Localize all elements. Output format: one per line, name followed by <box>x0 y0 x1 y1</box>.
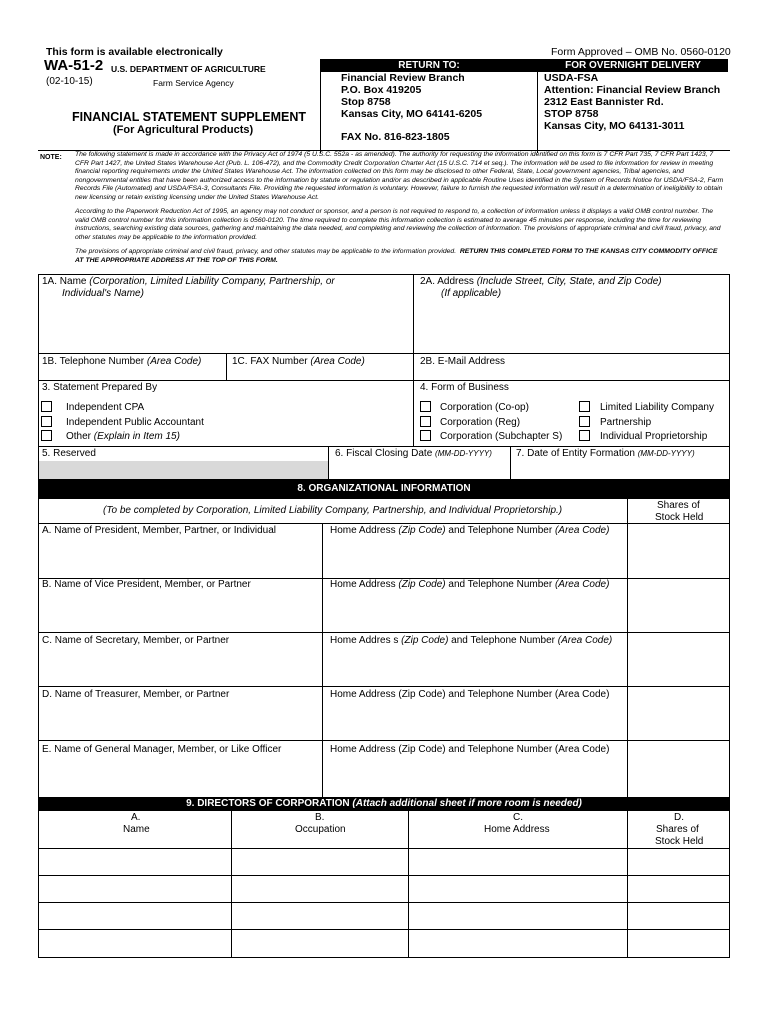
home-address-a-input[interactable] <box>324 540 626 576</box>
director-row-1[interactable] <box>40 850 728 874</box>
section-9-header: 9. DIRECTORS OF CORPORATION (Attach additional sheet if more room is needed) <box>38 797 730 811</box>
field-2b-label: 2B. E-Mail Address <box>420 356 506 367</box>
home-address-e-label: Home Address (Zip Code) and Telephone Number (Area Code) <box>330 744 610 755</box>
officer-a-input[interactable] <box>40 540 320 576</box>
corp-subs-checkbox[interactable] <box>420 430 431 441</box>
overnight-heading: FOR OVERNIGHT DELIVERY <box>538 59 728 72</box>
director-row-3[interactable] <box>40 904 728 928</box>
fraud-text: The provisions of appropriate criminal and civil fraud, privacy, and other statutes may be applicable to the information provided. <box>75 248 457 255</box>
address-input[interactable] <box>415 302 727 352</box>
home-address-d-input[interactable] <box>324 704 626 738</box>
form-id: WA-51-2 <box>44 57 104 74</box>
note-label: NOTE: <box>40 154 62 161</box>
return-to-heading: RETURN TO: <box>321 59 537 72</box>
corp-subs-label: Corporation (Subchapter S) <box>440 431 563 442</box>
proprietorship-checkbox[interactable] <box>579 430 590 441</box>
name-input[interactable] <box>40 302 412 352</box>
independent-accountant-label: Independent Public Accountant <box>66 417 204 428</box>
col-b-letter: B. <box>315 812 325 823</box>
return-instruction: RETURN THIS COMPLETED FORM TO THE KANSAS CITY COMMODITY OFFICE AT THE APPROPRIATE ADDRESS AT THE TOP OF THIS FORM. <box>75 248 718 264</box>
col-d-letter: D. <box>674 812 684 823</box>
col-d-heading-1: Shares of <box>656 824 699 835</box>
shares-c-input[interactable] <box>629 634 727 684</box>
field-7-label: 7. Date of Entity Formation (MM-DD-YYYY) <box>516 448 695 459</box>
corp-reg-checkbox[interactable] <box>420 416 431 427</box>
paperwork-paragraph: According to the Paperwork Reduction Act of 1995, an agency may not conduct or sponsor, and a person is not required to respond to, a collection of information unless it displays a valid OMB control number. The valid OMB control number for this information collection is 0560-0120. The time required to complete this information collection is estimated to average 45 minutes per response, including the time for reviewing instructions, searching existing data sources, gathering and maintaining the data needed, and completing and reviewing the collection of information. The provisions of appropriate criminal and civil fraud, privacy, and other statutes may be applicable to the information provided. <box>75 208 721 241</box>
field-1a-label: 1A. Name (Corporation, Limited Liability Company, Partnership, or <box>42 276 335 287</box>
field-1c-label: 1C. FAX Number (Area Code) <box>232 356 365 367</box>
home-address-c-input[interactable] <box>324 650 626 684</box>
officer-a-label: A. Name of President, Member, Partner, or Individual <box>42 525 276 536</box>
partnership-checkbox[interactable] <box>579 416 590 427</box>
proprietorship-label: Individual Proprietorship <box>600 431 708 442</box>
form-date: (02-10-15) <box>46 76 93 87</box>
return-line4: Kansas City, MO 64141-6205 <box>341 108 483 120</box>
officer-b-label: B. Name of Vice President, Member, or Partner <box>42 579 251 590</box>
overnight-line3: 2312 East Bannister Rd. <box>544 96 664 108</box>
overnight-line2: Attention: Financial Review Branch <box>544 84 721 96</box>
officer-e-input[interactable] <box>40 759 320 795</box>
officer-c-input[interactable] <box>40 650 320 684</box>
form-title: FINANCIAL STATEMENT SUPPLEMENT <box>72 110 307 124</box>
independent-cpa-label: Independent CPA <box>66 402 145 413</box>
overnight-line4: STOP 8758 <box>544 108 599 120</box>
shares-e-input[interactable] <box>629 742 727 795</box>
field-6-label: 6. Fiscal Closing Date (MM-DD-YYYY) <box>335 448 492 459</box>
home-address-d-label: Home Address (Zip Code) and Telephone Number (Area Code) <box>330 689 610 700</box>
home-address-c-label: Home Addres s (Zip Code) and Telephone Number (Area Code) <box>330 635 613 646</box>
fax-input[interactable] <box>228 368 412 379</box>
shares-d-input[interactable] <box>629 688 727 738</box>
officer-d-label: D. Name of Treasurer, Member, or Partner <box>42 689 230 700</box>
omb-number: Form Approved – OMB No. 0560-0120 <box>551 46 731 58</box>
return-line2: P.O. Box 419205 <box>341 84 422 96</box>
formation-date-input[interactable] <box>512 461 728 478</box>
section-8-instruction: (To be completed by Corporation, Limited Liability Company, Partnership, and Individual Proprietorship.) <box>103 505 563 516</box>
available-electronically: This form is available electronically <box>46 46 223 58</box>
field-1a-label-2: Individual's Name) <box>62 288 144 299</box>
field-4-label: 4. Form of Business <box>420 382 509 393</box>
other-checkbox[interactable] <box>41 430 52 441</box>
overnight-line1: USDA-FSA <box>544 72 599 84</box>
home-address-b-label: Home Address (Zip Code) and Telephone Number (Area Code) <box>330 579 610 590</box>
fiscal-date-input[interactable] <box>330 461 509 478</box>
home-address-e-input[interactable] <box>324 759 626 795</box>
col-a-letter: A. <box>131 812 141 823</box>
home-address-b-input[interactable] <box>324 594 626 630</box>
director-row-4[interactable] <box>40 931 728 955</box>
corp-reg-label: Corporation (Reg) <box>440 417 521 428</box>
independent-cpa-checkbox[interactable] <box>41 401 52 412</box>
field-5-label: 5. Reserved <box>42 448 96 459</box>
home-address-a-label: Home Address (Zip Code) and Telephone Number (Area Code) <box>330 525 610 536</box>
reserved-shaded <box>39 461 328 479</box>
form-subtitle: (For Agricultural Products) <box>113 124 254 136</box>
field-2a-label-2: (If applicable) <box>441 288 502 299</box>
col-a-heading: Name <box>123 824 150 835</box>
return-line1: Financial Review Branch <box>341 72 465 84</box>
partnership-label: Partnership <box>600 417 652 428</box>
shares-b-input[interactable] <box>629 580 727 630</box>
llc-checkbox[interactable] <box>579 401 590 412</box>
return-line3: Stop 8758 <box>341 96 391 108</box>
officer-d-input[interactable] <box>40 704 320 738</box>
return-paragraph <box>75 248 725 265</box>
col-c-letter: C. <box>513 812 523 823</box>
section-8-header: 8. ORGANIZATIONAL INFORMATION <box>38 479 730 499</box>
officer-b-input[interactable] <box>40 594 320 630</box>
col-c-heading: Home Address <box>484 824 550 835</box>
department: U.S. DEPARTMENT OF AGRICULTURE <box>111 64 266 74</box>
officer-c-label: C. Name of Secretary, Member, or Partner <box>42 635 230 646</box>
independent-accountant-checkbox[interactable] <box>41 416 52 427</box>
corp-coop-checkbox[interactable] <box>420 401 431 412</box>
llc-label: Limited Liability Company <box>600 402 714 413</box>
privacy-act-paragraph: The following statement is made in accordance with the Privacy Act of 1974 (5 U.S.C. 552a - as amended). The authority for requesting the information identified on this form is 7 CFR Part 735, 7 CFR Part 1423, 7 CFR Part 1427, the United States Warehouse Act (Pub. L. 106-472), and the Commodity Credit Corporation Charter Act (15 U.S.C. 714 et seq.). The information will be used to file information for review in meeting financial reporting requirements under the United States Warehouse Act. The information collected on this form may be disclosed to other Federal, State, Local government agencies, Tribal agencies, and nongovernmental entities that have been authorized access to the information by statute or regulation and/or as described in applicable Routine Uses identified in the System of Records Notice for USDA/FSA-2, Farm Records File (Automated) and USDA/FSA-3, Consultants File. Providing the requested information is voluntary. However, failure to furnish the requested information will result in a determination of ineligibility to obtain new licensing or retain existing licensing under the United States Warehouse Act. <box>75 151 724 201</box>
overnight-line5: Kansas City, MO 64131-3011 <box>544 120 685 132</box>
privacy-note <box>75 151 725 265</box>
telephone-input[interactable] <box>40 368 225 379</box>
field-3-label: 3. Statement Prepared By <box>42 382 158 393</box>
return-fax: FAX No. 816-823-1805 <box>341 131 450 143</box>
field-2a-label: 2A. Address (Include Street, City, State, and Zip Code) <box>420 276 662 287</box>
stock-held-heading: Stock Held <box>655 512 704 523</box>
field-1b-label: 1B. Telephone Number (Area Code) <box>42 356 202 367</box>
col-d-heading-2: Stock Held <box>655 836 704 847</box>
director-row-2[interactable] <box>40 877 728 901</box>
officer-e-label: E. Name of General Manager, Member, or Like Officer <box>42 744 282 755</box>
email-input[interactable] <box>415 368 727 379</box>
other-label: Other (Explain in Item 15) <box>66 431 180 442</box>
col-b-heading: Occupation <box>295 824 346 835</box>
agency: Farm Service Agency <box>153 78 234 88</box>
shares-a-input[interactable] <box>629 526 727 576</box>
corp-coop-label: Corporation (Co-op) <box>440 402 529 413</box>
shares-heading: Shares of <box>657 500 700 511</box>
